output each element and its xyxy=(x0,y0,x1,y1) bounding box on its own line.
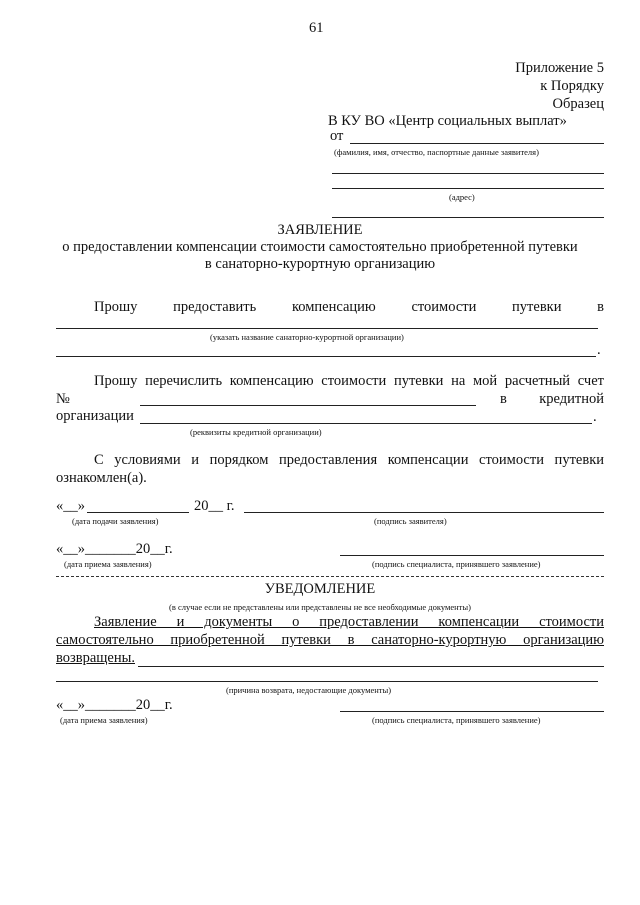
address-line[interactable] xyxy=(332,188,604,189)
applicant-signature-caption: (подпись заявителя) xyxy=(374,516,447,526)
submission-date-line[interactable] xyxy=(87,512,189,513)
submission-date-year: 20__ г. xyxy=(194,498,235,514)
bank-details-caption: (реквизиты кредитной организации) xyxy=(190,427,322,437)
return-reason-line[interactable] xyxy=(56,681,598,682)
submission-date-caption: (дата подачи заявления) xyxy=(72,516,159,526)
sanatorium-caption: (указать название санаторно-курортной организации) xyxy=(210,332,404,342)
page-number: 61 xyxy=(309,20,324,36)
notice-line2: самостоятельно приобретенной путевки в санаторно-курортную организацию xyxy=(56,632,604,648)
in-credit-label: в кредитной xyxy=(500,391,604,407)
order-label: к Порядку xyxy=(540,78,604,94)
return-reason-caption: (причина возврата, недостающие документы) xyxy=(226,685,392,695)
section2-text: Прошу перечислить компенсацию стоимости путевки на мой расчетный счет xyxy=(94,373,604,389)
address-line-2[interactable] xyxy=(332,217,604,218)
submission-date-day: «__» xyxy=(56,498,85,514)
applicant-line[interactable] xyxy=(350,143,604,144)
notice-underline xyxy=(138,666,604,667)
document-title: ЗАЯВЛЕНИЕ xyxy=(277,222,363,238)
specialist-signature-caption: (подпись специалиста, принявшего заявление) xyxy=(372,559,541,569)
notice-signature-caption: (подпись специалиста, принявшего заявление) xyxy=(372,715,541,725)
notice-date[interactable]: «__»_______20__г. xyxy=(56,697,173,713)
acceptance-date[interactable]: «__»_______20__г. xyxy=(56,541,173,557)
number-sign: № xyxy=(56,391,70,407)
notice-specialist-signature-line[interactable] xyxy=(340,711,604,712)
address-caption: (адрес) xyxy=(449,192,475,202)
notice-subtitle: (в случае если не представлены или представлены не все необходимые документы) xyxy=(169,602,471,612)
applicant-signature-line[interactable] xyxy=(244,512,604,513)
notice-line3: возвращены. xyxy=(56,650,135,666)
sanatorium-name-line[interactable] xyxy=(56,328,598,329)
document-subtitle-2: в санаторно-курортную организацию xyxy=(204,256,436,272)
bank-details-line[interactable] xyxy=(140,423,592,424)
sample-label: Образец xyxy=(552,96,604,112)
section1-period: . xyxy=(597,342,601,358)
appendix-label: Приложение 5 xyxy=(515,60,604,76)
notice-line1: Заявление и документы о предоставлении компенсации стоимости xyxy=(94,614,604,630)
notice-title: УВЕДОМЛЕНИЕ xyxy=(264,581,376,597)
account-number-line[interactable] xyxy=(140,405,476,406)
cut-line xyxy=(56,576,604,577)
specialist-signature-line[interactable] xyxy=(340,555,604,556)
recipient-label: В КУ ВО «Центр социальных выплат» xyxy=(328,113,567,129)
section1-text: Прошу предоставить компенсацию стоимости путевки в xyxy=(94,299,604,315)
document-subtitle-1: о предоставлении компенсации стоимости самостоятельно приобретенной путевки xyxy=(62,239,578,255)
acceptance-date-caption: (дата приема заявления) xyxy=(64,559,152,569)
section2-period: . xyxy=(593,409,597,425)
notice-date-caption: (дата приема заявления) xyxy=(60,715,148,725)
section3-line1: С условиями и порядком предоставления компенсации стоимости путевки xyxy=(94,452,604,468)
from-label: от xyxy=(330,128,344,144)
sanatorium-name-line-2[interactable] xyxy=(56,356,596,357)
section3-line2: ознакомлен(а). xyxy=(56,470,147,486)
applicant-caption: (фамилия, имя, отчество, паспортные данные заявителя) xyxy=(334,147,539,157)
applicant-line-2[interactable] xyxy=(332,173,604,174)
organization-label: организации xyxy=(56,408,134,424)
